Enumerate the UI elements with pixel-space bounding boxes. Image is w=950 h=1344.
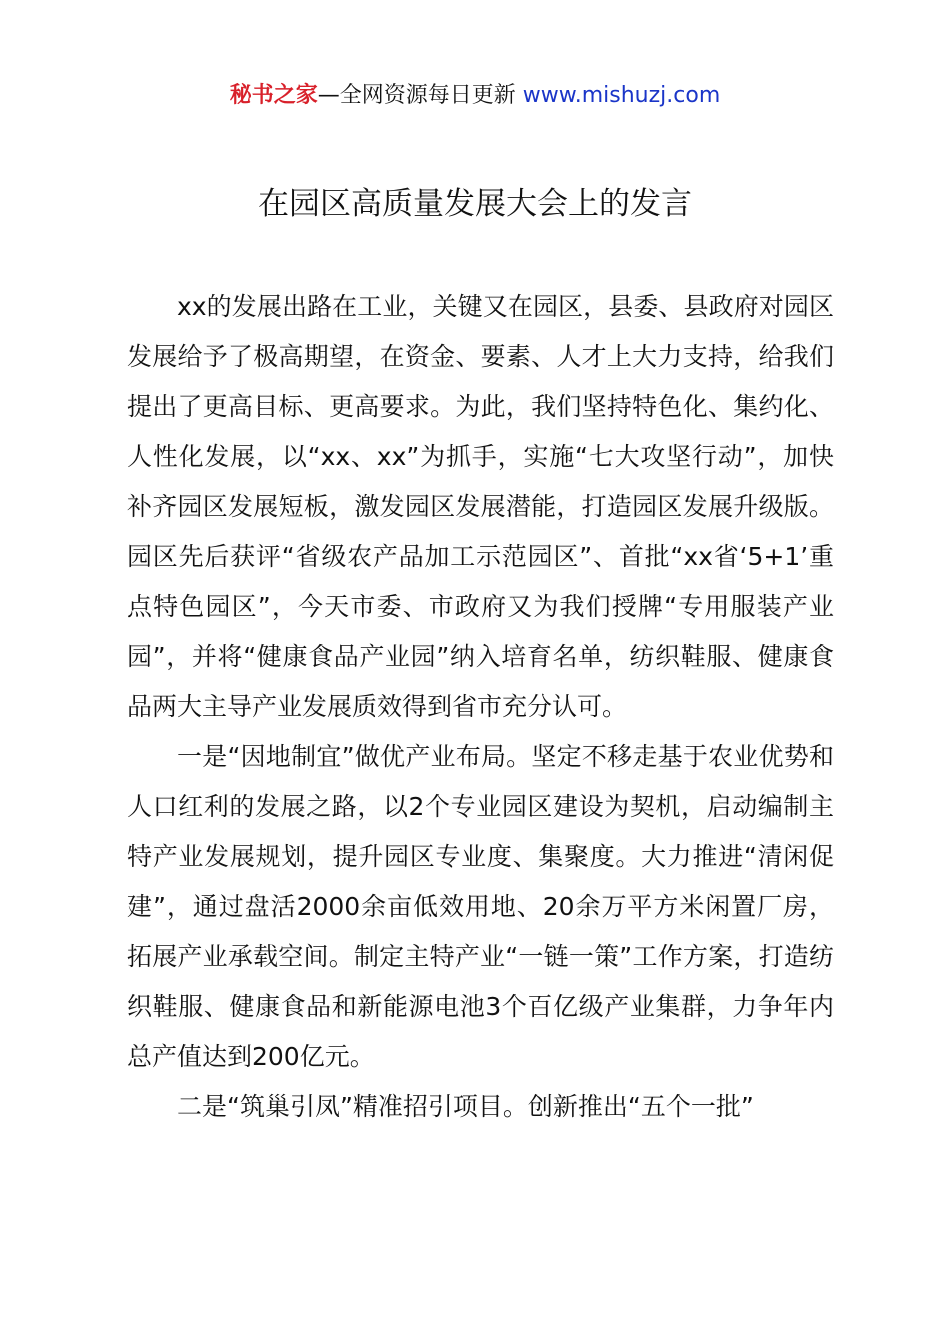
paragraph-intro: xx的发展出路在工业，关键又在园区，县委、县政府对园区发展给予了极高期望，在资金、要素、人才上大力支持，给我们提出了更高目标、更高要求。为此，我们坚持特色化、集约化、人性化发展，以“xx、xx”为抓手，实施“七大攻坚行动”，加快补齐园区发展短板，激发园区发展潜能，打造园区发展升级版。园区先后获评“省级农产品加工示范园区”、首批“xx省‘5+1’重点特色园区”，今天市委、市政府又为我们授牌“专用服装产业园”，并将“健康食品产业园”纳入培育名单，纺织鞋服、健康食品两大主导产业发展质效得到省市充分认可。 bbox=[127, 292, 834, 721]
paragraph-point-two: 二是“筑巢引凤”精准招引项目。创新推出“五个一批” bbox=[177, 1092, 754, 1121]
document-title: 在园区高质量发展大会上的发言 bbox=[258, 186, 692, 222]
document-body bbox=[127, 282, 834, 1132]
site-url-link[interactable]: www.mishuzj.com bbox=[522, 83, 721, 108]
site-brand: 秘书之家 bbox=[229, 83, 318, 108]
site-tagline: —全网资源每日更新 bbox=[317, 83, 523, 108]
site-header bbox=[0, 80, 950, 112]
paragraph-point-one: 一是“因地制宜”做优产业布局。坚定不移走基于农业优势和人口红利的发展之路，以2个专业园区建设为契机，启动编制主特产业发展规划，提升园区专业度、集聚度。大力推进“清闲促建”，通过盘活2000余亩低效用地、20余万平方米闲置厂房，拓展产业承载空间。制定主特产业“一链一策”工作方案，打造纺织鞋服、健康食品和新能源电池3个百亿级产业集群，力争年内总产值达到200亿元。 bbox=[127, 742, 834, 1071]
